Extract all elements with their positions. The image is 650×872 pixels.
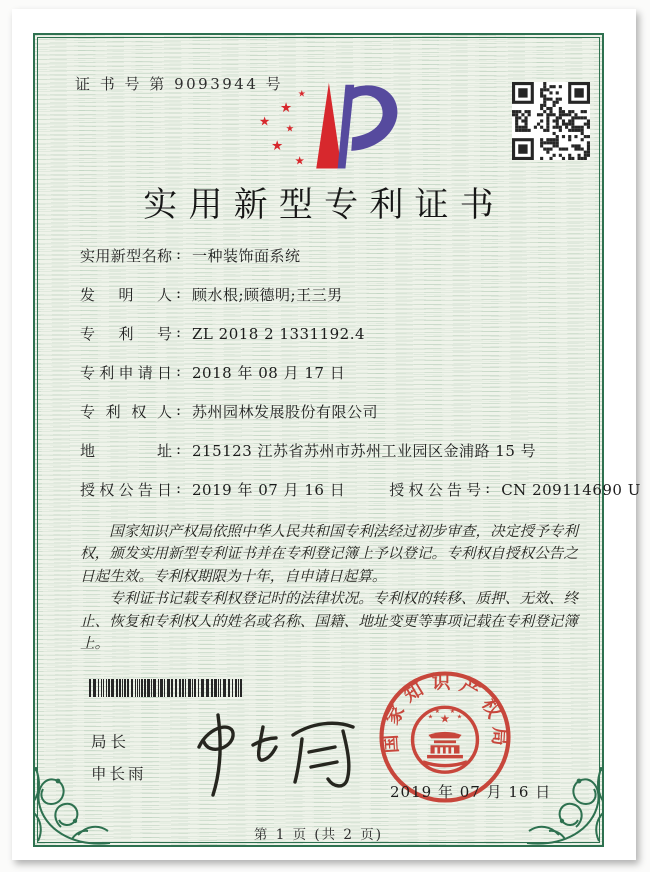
field-value: 2019 年 07 月 16 日 bbox=[192, 481, 346, 499]
field-value: CN 209114690 U bbox=[501, 481, 641, 499]
barcode bbox=[87, 679, 247, 701]
field-value: ZL 2018 2 1331192.4 bbox=[192, 325, 366, 343]
corner-flourish-icon bbox=[523, 763, 609, 853]
svg-text:★: ★ bbox=[434, 707, 441, 715]
field-label: 专 利 申 请 日 : bbox=[80, 362, 172, 383]
field-row-patent-no bbox=[80, 323, 572, 344]
officer-title: 局长 bbox=[91, 733, 131, 751]
logo-spire bbox=[316, 83, 341, 169]
qr-code bbox=[512, 82, 590, 164]
certificate-number: 证 书 号 第 9093944 号 bbox=[75, 75, 284, 93]
field-label: 地 址 : bbox=[80, 440, 172, 461]
signature-handwriting bbox=[183, 707, 373, 811]
field-value: 顾水根;顾德明;王三男 bbox=[192, 286, 343, 304]
field-row-filing-date bbox=[80, 362, 572, 383]
seal-ring-text: 国家知识产权局 bbox=[380, 672, 510, 754]
field-row-address bbox=[80, 440, 572, 461]
field-value: 2018 年 08 月 17 日 bbox=[192, 364, 346, 382]
svg-text:★: ★ bbox=[456, 713, 463, 721]
field-row-patentee bbox=[80, 401, 572, 422]
certificate-sheet bbox=[12, 9, 641, 860]
field-pair-grant-number bbox=[389, 479, 641, 500]
field-label: 授 权 公 告 日 : bbox=[80, 479, 172, 500]
field-label: 专 利 号 : bbox=[80, 323, 172, 344]
legal-paragraph-1: 国家知识产权局依照中华人民共和国专利法经过初步审查，决定授予专利权，颁发实用新型专利证书并在专利登记簿上予以登记。专利权自授权公告之日起生效。专利权期限为十年，自申请日起算。 bbox=[80, 523, 578, 585]
field-row-name bbox=[80, 245, 572, 266]
field-label: 实 用 新 型 名 称 : bbox=[80, 245, 172, 266]
svg-text:★: ★ bbox=[271, 137, 284, 154]
certificate-border-frame bbox=[33, 33, 641, 847]
field-row-inventor bbox=[80, 284, 572, 305]
page-number: 第 1 页 (共 2 页) bbox=[253, 827, 384, 843]
field-value: 苏州园林发展股份有限公司 bbox=[192, 403, 379, 421]
field-value: 一种装饰面系统 bbox=[192, 247, 301, 265]
field-label: 专 利 权 人 : bbox=[80, 401, 172, 422]
certificate-title: 实用新型专利证书 bbox=[143, 185, 505, 225]
svg-text:★: ★ bbox=[258, 113, 271, 129]
svg-text:★: ★ bbox=[279, 99, 293, 116]
svg-text:★: ★ bbox=[427, 713, 434, 721]
logo-stars bbox=[259, 89, 306, 167]
corner-flourish-icon bbox=[28, 763, 114, 853]
svg-text:★: ★ bbox=[285, 123, 295, 135]
certificate-fields bbox=[80, 245, 641, 518]
field-value: 215123 江苏省苏州市苏州工业园区金浦路 15 号 bbox=[192, 442, 537, 460]
field-label: 发 明 人 : bbox=[80, 284, 172, 305]
svg-text:★: ★ bbox=[294, 153, 305, 168]
field-label: 授 权 公 告 号 : bbox=[389, 479, 481, 500]
cnipa-logo-icon bbox=[247, 75, 403, 189]
field-row-grant bbox=[80, 479, 641, 500]
svg-text:★: ★ bbox=[439, 711, 451, 726]
svg-text:★: ★ bbox=[449, 707, 456, 715]
legal-text bbox=[80, 521, 578, 655]
logo-p-bowl bbox=[350, 85, 397, 151]
svg-text:★: ★ bbox=[297, 89, 306, 100]
seal-date: 2019 年 07 月 16 日 bbox=[390, 783, 552, 801]
national-emblem-icon bbox=[413, 707, 478, 772]
legal-paragraph-2: 专利证书记载专利权登记时的法律状况。专利权的转移、质押、无效、终止、恢复和专利权人的姓名或名称、国籍、地址变更等事项记载在专利登记簿上。 bbox=[80, 590, 578, 653]
officer-name: 申长雨 bbox=[91, 765, 147, 783]
